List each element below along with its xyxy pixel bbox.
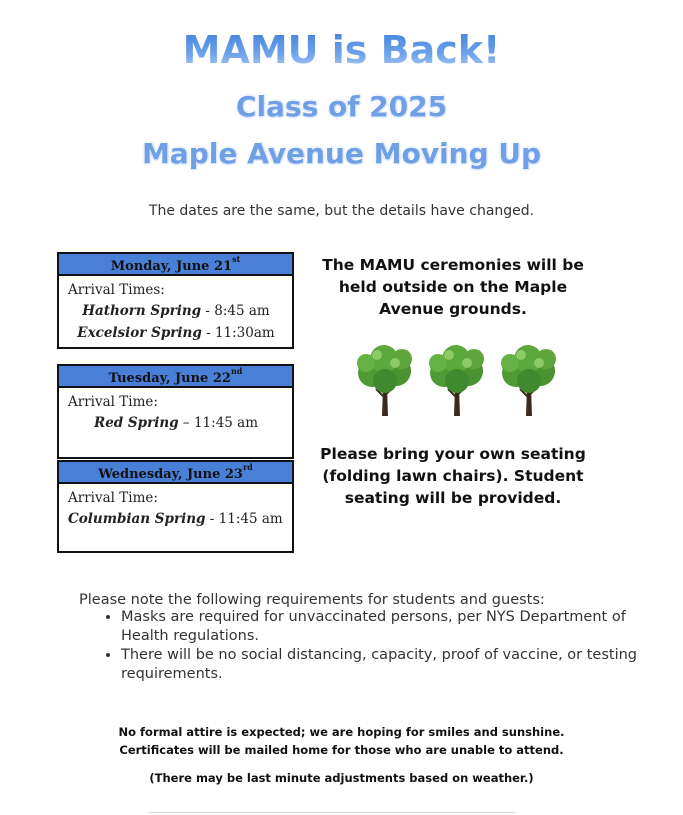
requirements-intro: Please note the following requirements for students and guests:	[79, 592, 545, 608]
group-name: Columbian Spring	[68, 511, 206, 527]
schedule-day: Wednesday, June 23	[98, 467, 243, 482]
arrival-time: 8:45 am	[214, 303, 270, 319]
schedule-card-monday	[57, 252, 294, 349]
seating-text: Please bring your own seating (folding lawn chairs). Student seating will be provided.	[320, 445, 586, 507]
separator: -	[201, 325, 215, 341]
requirements-section	[79, 592, 639, 684]
group-name: Hathorn Spring	[82, 303, 202, 319]
arrival-entry	[68, 508, 284, 530]
arrival-entry	[68, 412, 284, 434]
tree-icon	[424, 343, 490, 418]
page-title: MAMU is Back!	[0, 28, 683, 72]
group-name: Red Spring	[93, 415, 179, 431]
arrival-entry	[68, 300, 284, 322]
school-heading: Maple Avenue Moving Up	[141, 137, 542, 170]
weather-note: (There may be last minute adjustments based on weather.)	[149, 771, 534, 785]
arrival-time: 11:45 am	[193, 415, 259, 431]
list-item: • Masks are required for unvaccinated persons, per NYS Department of Health regulations.	[121, 608, 639, 646]
class-heading: Class of 2025	[235, 90, 448, 123]
requirements-list	[79, 608, 639, 684]
schedule-card-tuesday	[57, 364, 294, 459]
list-item: • There will be no social distancing, capacity, proof of vaccine, or testing requirements.	[121, 646, 639, 684]
schedule-card-body	[59, 276, 292, 344]
group-name: Excelsior Spring	[77, 325, 202, 341]
arrival-label: Arrival Time:	[68, 394, 158, 410]
tree-icon	[496, 343, 562, 418]
arrival-label: Arrival Time:	[68, 490, 158, 506]
schedule-card-header	[59, 366, 292, 388]
schedule-day: Monday, June 21	[110, 259, 233, 274]
attire-note: No formal attire is expected; we are hoping for smiles and sunshine.	[118, 725, 565, 739]
subtitle: The dates are the same, but the details have changed.	[148, 203, 535, 219]
separator: -	[201, 303, 215, 319]
schedule-card-wednesday	[57, 460, 294, 553]
arrival-time: 11:30am	[214, 325, 275, 341]
arrival-time: 11:45 am	[218, 511, 283, 527]
schedule-day: Tuesday, June 22	[108, 371, 231, 386]
separator: -	[205, 511, 219, 527]
day-suffix: rd	[242, 462, 253, 472]
schedule-card-header	[59, 462, 292, 484]
location-text: The MAMU ceremonies will be held outside on the Maple Avenue grounds.	[322, 256, 584, 318]
schedule-card-body	[59, 388, 292, 434]
trees-illustration	[352, 343, 564, 418]
arrival-label: Arrival Times:	[68, 282, 165, 298]
schedule-card-body	[59, 484, 292, 530]
tree-icon	[352, 343, 418, 418]
schedule-card-header	[59, 254, 292, 276]
day-suffix: st	[232, 254, 241, 264]
day-suffix: nd	[230, 366, 243, 376]
divider	[148, 812, 516, 813]
separator: –	[178, 415, 194, 431]
arrival-entry	[68, 322, 284, 344]
certificates-note: Certificates will be mailed home for those who are unable to attend.	[119, 743, 564, 757]
